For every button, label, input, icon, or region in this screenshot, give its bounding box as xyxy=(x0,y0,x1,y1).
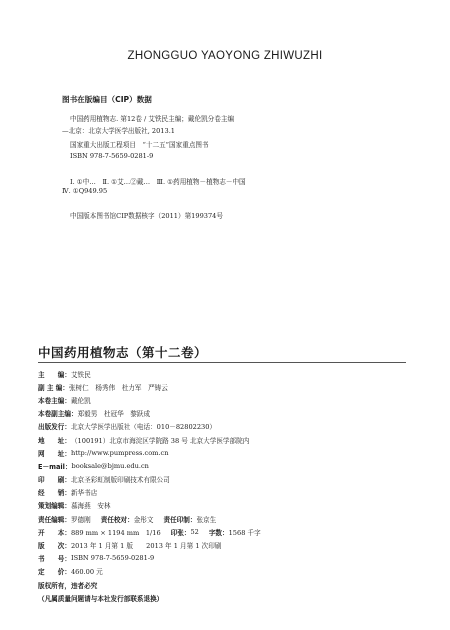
cip-line-title: 中国药用植物志. 第12卷 / 艾铁民主编；戴伦凯分卷主编 xyxy=(70,115,235,123)
row-publisher: 出版发行： 北京大学医学出版社（电话：010－82802230） xyxy=(38,423,217,432)
row-edition: 版 次： 2013 年 1 月第 1 版 2013 年 1 月第 1 次印刷 xyxy=(38,542,222,551)
row-volume-editor: 本卷主编： 戴伦凯 xyxy=(38,396,91,405)
row-copyright: 版权所有，违者必究 xyxy=(38,581,98,590)
row-deputy-editors: 副 主 编： 张树仁 杨秀伟 杜力军 严铸云 xyxy=(38,383,168,392)
cip-title: 图书在版编目（CIP）数据 xyxy=(62,95,152,104)
cip-line-classification: Ⅳ. ①Q949.95 xyxy=(62,187,108,195)
row-email: E－mail： booksale@bjmu.edu.cn xyxy=(38,461,149,471)
cip-line-publisher: —北京：北京大学医学出版社, 2013.1 xyxy=(62,127,175,135)
row-printer: 印 刷： 北京圣彩虹制版印刷技术有限公司 xyxy=(38,476,170,485)
row-website: 网 址： http://www.pumpress.com.cn xyxy=(38,448,169,458)
book-title: 中国药用植物志（第十二卷） xyxy=(38,345,208,360)
row-planning-editors: 策划编辑： 慕海燕 安林 xyxy=(38,502,111,511)
series-romanized-title: ZHONGGUO YAOYONG ZHIWUZHI xyxy=(127,50,323,62)
cip-line-isbn: ISBN 978-7-5659-0281-9 xyxy=(70,152,154,160)
row-isbn: 书 号： ISBN 978-7-5659-0281-9 xyxy=(38,554,155,564)
row-distributor: 经 销： 新华书店 xyxy=(38,489,98,498)
title-divider xyxy=(38,362,406,363)
row-address: 地 址： （100191）北京市海淀区学院路 38 号 北京大学医学部院内 xyxy=(38,436,250,445)
row-responsible-staff: 责任编辑： 罗德刚 责任校对： 金彤文 责任印制： 张京生 xyxy=(38,515,217,524)
row-format: 开 本： 889 mm × 1194 mm 1/16 印张： 52 字数： 1568 千字 xyxy=(38,527,261,537)
cip-line-project: 国家重大出版工程项目 “十二五”国家重点图书 xyxy=(70,141,209,149)
row-editor-in-chief: 主 编： 艾铁民 xyxy=(38,370,91,379)
cip-line-subject: Ⅰ. ①中… Ⅱ. ①艾…②戴… Ⅲ. ①药用植物－植物志－中国 xyxy=(70,178,246,186)
row-price: 定 价： 460.00 元 xyxy=(38,568,103,577)
row-volume-deputy-editors: 本卷副主编： 郑毅男 杜冠华 黎跃成 xyxy=(38,410,151,419)
cip-line-record: 中国版本图书馆CIP数据核字（2011）第199374号 xyxy=(70,212,223,220)
colophon-list xyxy=(38,367,418,604)
row-quality-note: （凡属质量问题请与本社发行部联系退换） xyxy=(38,594,164,603)
